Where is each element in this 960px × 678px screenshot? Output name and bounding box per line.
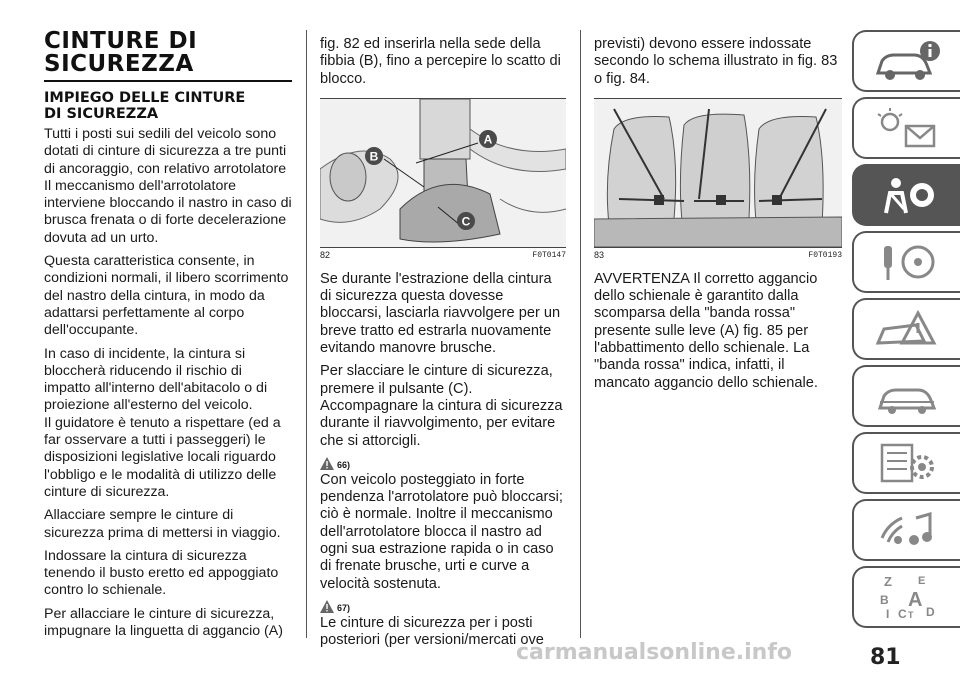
warning-ref-number: 66)	[337, 459, 351, 470]
subtitle-line2: DI SICUREZZA	[44, 106, 159, 122]
key-steering-icon	[872, 240, 942, 284]
paragraph: Indossare la cintura di sicurezza tenendo il busto eretto ed appoggiato contro lo schienale.	[44, 547, 279, 599]
svg-text:B: B	[880, 593, 889, 607]
multimedia-icon	[872, 508, 942, 552]
paragraph: In caso di incidente, la cintura si bloccherà riducendo il rischio di impatto all'interno dell'abitacolo o di proiezione all'esterno del veicolo.	[44, 345, 268, 414]
warning-reference[interactable]	[320, 454, 566, 470]
svg-text:D: D	[926, 605, 935, 619]
tab-warning-lights[interactable]	[852, 97, 960, 159]
paragraph: Il meccanismo dell'arrotolatore interviene bloccando il nastro in caso di brusca frenata o di forte decelerazione dovuta ad un urto.	[44, 177, 292, 246]
figure-number: 82	[320, 249, 331, 260]
paragraph: Le cinture di sicurezza per i posti posteriori (per versioni/mercati ove	[320, 614, 544, 649]
svg-text:E: E	[918, 575, 926, 587]
car-info-icon	[872, 39, 942, 83]
subtitle-line1: IMPIEGO DELLE CINTURE	[44, 90, 246, 106]
column-2	[320, 36, 566, 656]
tab-car-service[interactable]	[852, 365, 960, 427]
label-a: A	[483, 132, 493, 147]
paragraph: Se durante l'estrazione della cintura di sicurezza questa dovesse bloccarsi, lasciarla riavvolgere per un breve tratto ed estrarla nuovamente evitando manovre brusche.	[320, 270, 561, 357]
paragraph: Per allacciare le cinture di sicurezza, impugnare la linguetta di aggancio (A)	[44, 605, 283, 640]
svg-text:I: I	[886, 607, 890, 621]
section-title-line1: CINTURE DI	[44, 28, 198, 54]
paragraph: Allacciare sempre le cinture di sicurezza prima di mettersi in viaggio.	[44, 507, 281, 541]
column-3	[594, 36, 842, 398]
svg-text:A: A	[908, 589, 923, 611]
figure-code: F0T0147	[532, 250, 566, 260]
title-divider	[44, 80, 292, 82]
section-title	[44, 30, 292, 76]
paragraph: previsti) devono essere indossate secondo lo schema illustrato in fig. 83 o fig. 84.	[594, 36, 838, 87]
tab-airbag-seatbelt[interactable]	[852, 164, 960, 226]
svg-text:C: C	[898, 607, 907, 621]
paragraph: Tutti i posti sui sedili del veicolo sono dotati di cinture di sicurezza a tre punti di ancoraggio, con relativo arrotolatore	[44, 126, 287, 177]
airbag-seatbelt-icon	[872, 173, 942, 217]
paragraph: fig. 82 ed inserirla nella sede della fibbia (B), fino a percepire lo scatto di blocco.	[320, 36, 561, 87]
label-c: C	[461, 214, 471, 229]
watermark: carmanualsonline.info	[516, 640, 792, 665]
warning-reference[interactable]	[320, 597, 566, 613]
figure-82-caption	[320, 250, 566, 261]
tab-car-info[interactable]	[852, 30, 960, 92]
tab-specifications[interactable]	[852, 432, 960, 494]
paragraph: Con veicolo posteggiato in forte pendenza l'arrotolatore può bloccarsi; ciò è normale. Inoltre il meccanismo dell'arrotolatore blocca il nastro ad ogni sua estrazione rapida o in caso di frenate brusche, urti e curve a velocità sostenuta.	[320, 471, 563, 592]
figure-82-seatbelt-buckle	[320, 98, 566, 248]
warning-triangle-icon	[320, 457, 334, 470]
figure-code: F0T0193	[808, 250, 842, 260]
paragraph: Per slacciare le cinture di sicurezza, premere il pulsante (C). Accompagnare la cintura di sicurezza durante il riavvolgimento, per evitare che si attorcigli.	[320, 363, 563, 449]
column-1	[44, 30, 292, 646]
paragraph: Il guidatore è tenuto a rispettare (ed a far osservare a tutti i passeggeri) le disposizioni legislative locali riguardo l'obbligo e le modalità di utilizzo delle cinture di sicurezza.	[44, 414, 281, 500]
svg-text:Z: Z	[884, 574, 892, 589]
specifications-icon	[872, 441, 942, 485]
seatbelt-buckle-illustration	[320, 99, 566, 247]
tab-multimedia[interactable]	[852, 499, 960, 561]
figure-number: 83	[594, 249, 605, 260]
paragraph: AVVERTENZA Il corretto aggancio dello schienale è garantito dalla scomparsa della "banda rossa" presente sulle leve (A) fig. 85 per l'abbattimento dello schienale. La "banda rossa" indica, infatti, il mancato aggancio dello schienale.	[594, 270, 818, 391]
figure-83-caption	[594, 250, 842, 261]
label-b: B	[369, 149, 379, 164]
breakdown-icon	[872, 307, 942, 351]
column-divider	[306, 30, 307, 638]
section-subtitle	[44, 90, 292, 122]
warning-lights-icon	[872, 106, 942, 150]
car-service-icon	[872, 374, 942, 418]
section-title-line2: SICUREZZA	[44, 51, 194, 77]
tab-index[interactable]	[852, 566, 960, 628]
rear-seats-illustration	[594, 99, 842, 247]
figure-83-rear-seatbelts	[594, 98, 842, 248]
warning-ref-number: 67)	[337, 602, 351, 613]
index-icon	[872, 572, 942, 622]
svg-text:T: T	[908, 610, 914, 620]
tab-breakdown[interactable]	[852, 298, 960, 360]
warning-triangle-icon	[320, 600, 334, 613]
column-divider	[580, 30, 581, 638]
chapter-tabs	[852, 30, 960, 633]
page-number: 81	[870, 645, 901, 670]
paragraph: Questa caratteristica consente, in condizioni normali, il libero scorrimento del nastro della cintura, in modo da adattarsi perfettamente al corpo dell'occupante.	[44, 253, 289, 339]
tab-key-steering[interactable]	[852, 231, 960, 293]
